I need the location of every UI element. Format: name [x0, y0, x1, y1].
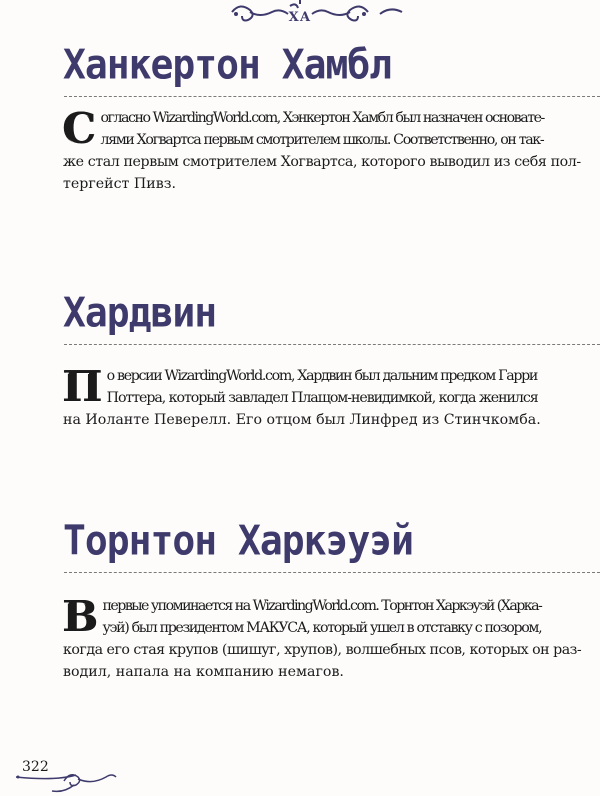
entry-title: Хардвин [63, 288, 217, 336]
paragraph-line: лями Хогвартса первым смотрителем школы. Соответственно, он так- [100, 132, 544, 148]
drop-cap: С [63, 104, 97, 153]
paragraph-line: уэй) был президентом МАКУСА, который ушел в отставку с позором, [102, 620, 542, 636]
paragraph-line: первые упоминается на WizardingWorld.com. Торнтон Харкэуэй (Харка- [102, 598, 542, 614]
title-divider [64, 96, 600, 97]
entry-paragraph [63, 362, 581, 431]
footer-flourish-icon [14, 765, 124, 795]
title-divider [64, 572, 600, 573]
drop-cap: В [63, 592, 99, 641]
paragraph-line: тергейст Пивз. [63, 176, 176, 192]
page-number: 322 [22, 759, 49, 775]
paragraph-line: когда его стая крупов (шишуг, хрупов), волшебных псов, которых он раз- [63, 642, 582, 658]
entry-title: Ханкертон Хамбл [63, 40, 392, 88]
entry-title: Торнтон Харкэуэй [63, 516, 414, 564]
paragraph-line: Поттера, который завладел Плащом-невидимкой, когда женился [106, 390, 538, 406]
paragraph-line: же стал первым смотрителем Хогвартса, которого выводил из себя пол- [63, 154, 581, 170]
section-letters: ХА [288, 10, 312, 25]
paragraph-line: огласно WizardingWorld.com, Хэнкертон Хамбл был назначен основате- [100, 110, 544, 126]
entry-paragraph [63, 592, 582, 683]
entry-paragraph [63, 104, 581, 195]
paragraph-line: водил, напала на компанию немагов. [63, 664, 344, 680]
drop-cap: П [63, 362, 103, 411]
header-ornament [0, 0, 600, 34]
paragraph-line: о версии WizardingWorld.com, Хардвин был дальним предком Гарри [106, 368, 537, 384]
title-divider [64, 344, 600, 345]
paragraph-line: на Иоланте Певерелл. Его отцом был Линфред из Стинчкомба. [63, 412, 541, 428]
